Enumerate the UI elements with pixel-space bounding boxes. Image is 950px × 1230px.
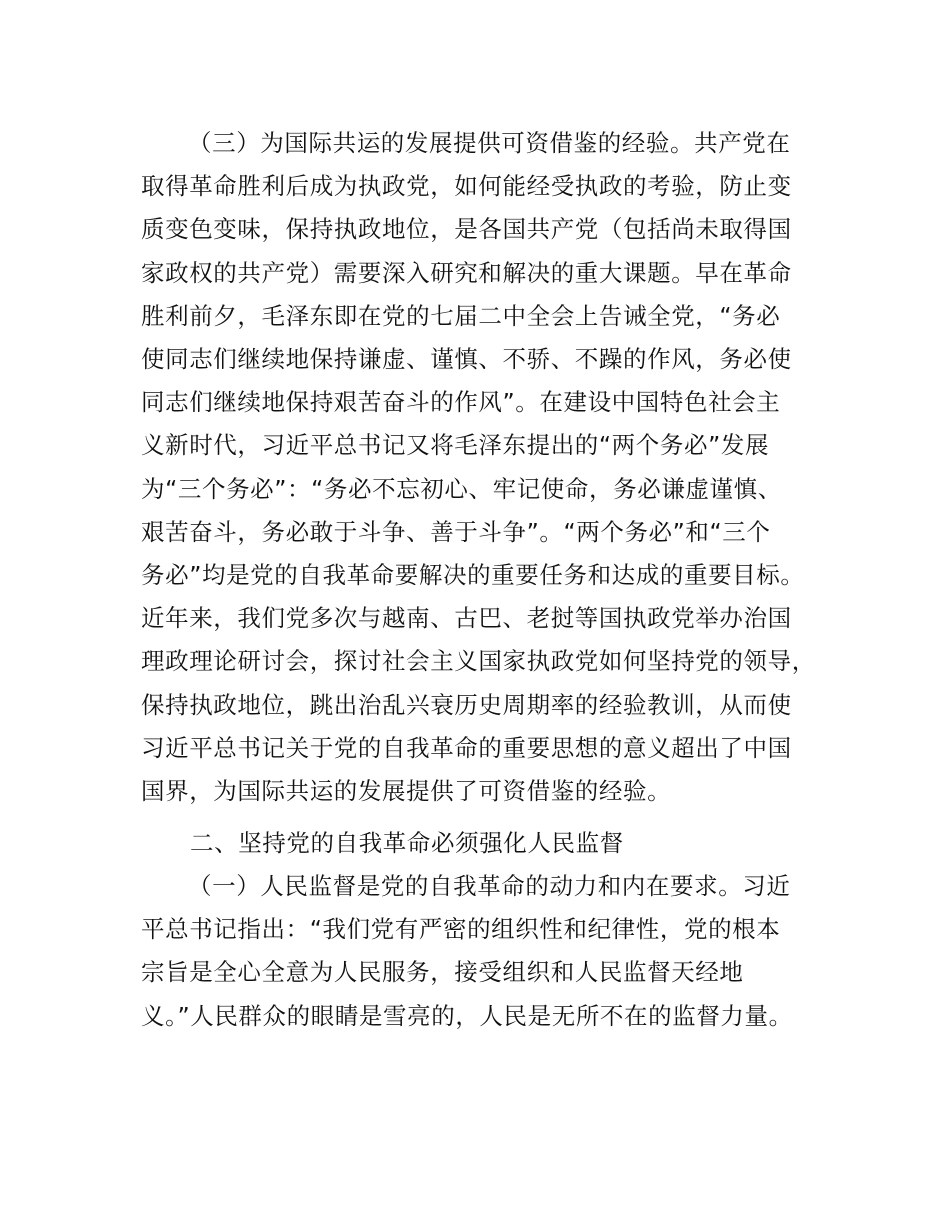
text-line: 取得革命胜利后成为执政党，如何能经受执政的考验，防止变	[141, 172, 792, 201]
text-line: 宗旨是全心全意为人民服务，接受组织和人民监督天经地	[141, 958, 744, 987]
text-line: 义。”人民群众的眼睛是雪亮的，人民是无所不在的监督力量。	[141, 1001, 793, 1030]
text-line: 质变色变味，保持执政地位，是各国共产党（包括尚未取得国	[141, 215, 792, 244]
text-line: 同志们继续地保持艰苦奋斗的作风”。在建设中国特色社会主	[141, 388, 781, 417]
text-line: 使同志们继续地保持谦虚、谨慎、不骄、不躁的作风，务必使	[141, 345, 792, 373]
text-line: 理政理论研讨会，探讨社会主义国家执政党如何坚持党的领导，	[141, 647, 816, 676]
text-line: 艰苦奋斗，务必敢于斗争、善于斗争”。“两个务必”和“三个	[141, 517, 771, 546]
text-line: 平总书记指出：“我们党有严密的组织性和纪律性，党的根本	[141, 915, 781, 944]
text-line: 务必”均是党的自我革命要解决的重要任务和达成的重要目标。	[141, 561, 805, 589]
text-line: 家政权的共产党）需要深入研究和解决的重大课题。早在革命	[141, 258, 792, 287]
text-line: 义新时代，习近平总书记又将毛泽东提出的“两个务必”发展	[141, 431, 770, 460]
text-line: 保持执政地位，跳出治乱兴衰历史周期率的经验教训，从而使	[141, 690, 792, 719]
text-line: 国界，为国际共运的发展提供了可资借鉴的经验。	[141, 777, 672, 805]
text-line: （一）人民监督是党的自我革命的动力和内在要求。习近	[188, 872, 791, 900]
text-line: 胜利前夕，毛泽东即在党的七届二中全会上告诫全党，“务必	[141, 301, 781, 330]
text-line: 近年来，我们党多次与越南、古巴、老挝等国执政党举办治国	[141, 604, 792, 633]
text-line: 为“三个务必”：“务必不忘初心、牢记使命，务必谦虚谨慎、	[141, 474, 782, 503]
section-heading: 二、坚持党的自我革命必须强化人民监督	[190, 829, 624, 857]
text-line: （三）为国际共运的发展提供可资借鉴的经验。共产党在	[188, 129, 791, 157]
text-line: 习近平总书记关于党的自我革命的重要思想的意义超出了中国	[141, 733, 792, 762]
